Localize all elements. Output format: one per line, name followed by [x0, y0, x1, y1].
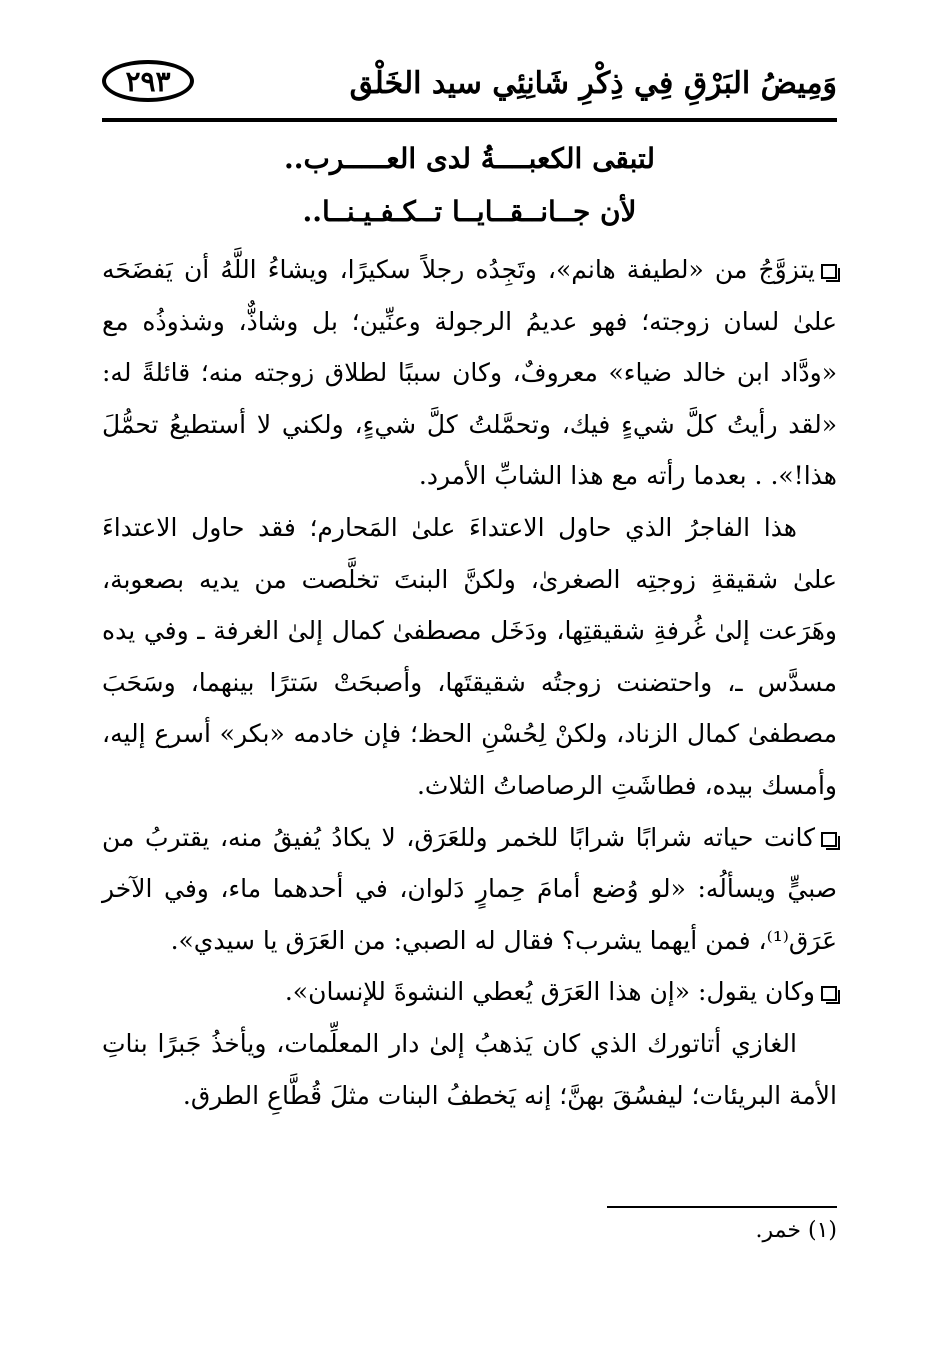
centered-line-2: لأن جــانــقــايــا تــكـفـيـنــا.. [302, 195, 637, 228]
paragraph-text: يتزوَّجُ من «لطيفة هانم»، وتَجِدُه رجلاً سكيرًا، ويشاءُ اللَّهُ أن يَفضَحَه علىٰ لسان زوجته؛ فهو عديمُ الرجولة وعنِّين؛ بل وشاذٌّ، وشذوذُه مع «ودَّاد ابن خالد ضياء» معروفٌ، وكان سببًا لطلاق زوجته منه؛ قائلةً له: «لقد رأيتُ كلَّ شيءٍ فيك، وتحمَّلتُ كلَّ شيءٍ، ولكني لا أستطيعُ تحمُّلَ هذا!». . بعدما رأته مع هذا الشابِّ الأمرد. [102, 255, 837, 491]
paragraph [102, 812, 837, 967]
paragraph [102, 1018, 837, 1121]
running-title: وَمِيضُ البَرْقِ فِي ذِكْرِ شَانِئِي سيد الخَلْق [349, 66, 837, 101]
page-header [102, 58, 837, 122]
footnote-rule [607, 1206, 837, 1208]
square-bullet-icon [821, 264, 837, 279]
paragraph [102, 966, 837, 1018]
page-number: ٢٩٣ [102, 60, 194, 102]
paragraph-text: هذا الفاجرُ الذي حاول الاعتداءَ علىٰ المَحارم؛ فقد حاول الاعتداءَ علىٰ شقيقةِ زوجتِه الصغرىٰ، ولكنَّ البنتَ تخلَّصت من يديه بصعوبة، وهَرَعت إلىٰ غُرفةِ شقيقتِها، ودَخَل مصطفىٰ كمال إلىٰ الغرفة ـ وفي يده مسدَّس ـ، واحتضنت زوجتُه شقيقتَها، وأصبحَتْ سَترًا بينهما، وسَحَبَ مصطفىٰ كمال الزناد، ولكنْ لِحُسْنِ الحظ؛ فإن خادمه «بكر» أسرع إليه، وأمسك بيده، فطاشَتِ الرصاصاتُ الثلاث. [102, 512, 837, 800]
paragraph [102, 244, 837, 502]
body-text [102, 244, 837, 1121]
paragraph-text: الغازي أتاتورك الذي كان يَذهبُ إلىٰ دار المعلِّمات، ويأخذُ جَبرًا بناتِ الأمة البريئات؛ ليفسُقَ بهنَّ؛ إنه يَخطفُ البنات مثلَ قُطَّاعِ الطرق. [102, 1028, 837, 1110]
square-bullet-icon [821, 986, 837, 1001]
paragraph [102, 502, 837, 812]
header-rule [102, 118, 837, 122]
square-bullet-icon [821, 832, 837, 847]
paragraph-text: كانت حياته شرابًا شرابًا للخمر وللعَرَق، لا يكادُ يُفيقُ منه، يقتربُ من صبيٍّ ويسألُه: «لو وُضع أمامَ حِمارٍ دَلوان، في أحدهما ماء، وفي الآخر عَرَق⁽¹⁾، فمن أيهما يشرب؟ فقال له الصبي: من العَرَق يا سيدي». [102, 822, 837, 955]
paragraph-text: وكان يقول: «إن هذا العَرَق يُعطي النشوةَ للإنسان». [284, 977, 815, 1007]
footnote: (١) خمر. [755, 1218, 837, 1243]
centered-line-1: لتبقى الكعبــــةُ لدى العـــــرب.. [283, 142, 655, 175]
